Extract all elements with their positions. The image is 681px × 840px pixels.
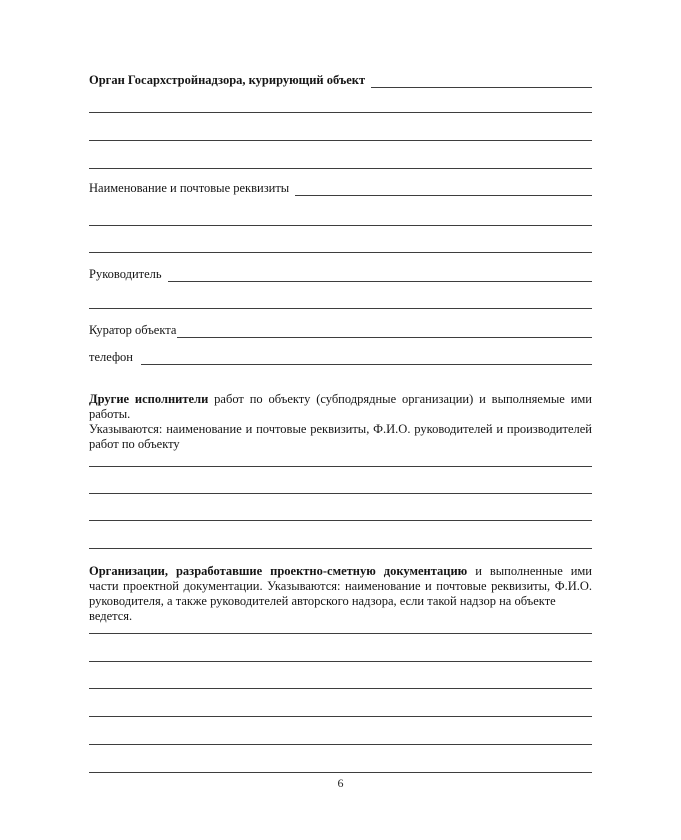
blank-write-line — [89, 168, 592, 169]
field-label: телефон — [89, 350, 133, 364]
paragraph-design-organizations — [89, 564, 592, 624]
blank-write-line — [89, 493, 592, 494]
field-phone — [89, 350, 592, 365]
field-label: Куратор объекта — [89, 323, 177, 337]
paragraph-line — [89, 564, 592, 579]
paragraph-text: руководителя, а также руководителей авторского надзора, если такой надзор на объекте ведется. — [89, 594, 556, 623]
blank-write-line — [89, 225, 592, 226]
paragraph-line — [89, 422, 592, 437]
blank-write-line — [89, 772, 592, 773]
paragraph-text: работ по объекту (субподрядные организации) и выполняемые ими работы. — [89, 392, 592, 421]
blank-write-line — [89, 520, 592, 521]
fill-in-line — [141, 350, 592, 365]
paragraph-text: работ по объекту — [89, 437, 180, 451]
paragraph-line — [89, 579, 592, 594]
fill-in-line — [371, 73, 592, 88]
paragraph-text: Указываются: наименование и почтовые реквизиты, Ф.И.О. руководителей и производителей — [89, 422, 592, 436]
fill-in-line — [295, 181, 592, 196]
field-name-postal-requisites — [89, 181, 592, 196]
blank-write-line — [89, 548, 592, 549]
blank-write-line — [89, 466, 592, 467]
paragraph-text: части проектной документации. Указываются: наименование и почтовые реквизиты, Ф.И.О. — [89, 579, 592, 593]
field-supervision-authority — [89, 73, 592, 88]
field-object-curator — [89, 323, 592, 338]
blank-write-line — [89, 112, 592, 113]
paragraph-bold-lead: Другие исполнители — [89, 392, 209, 406]
field-label: Наименование и почтовые реквизиты — [89, 181, 290, 195]
page-number: 6 — [337, 776, 344, 790]
field-label: Руководитель — [89, 267, 162, 281]
blank-write-line — [89, 252, 592, 253]
blank-write-line — [89, 716, 592, 717]
paragraph-line — [89, 437, 592, 452]
paragraph-line — [89, 392, 592, 422]
fill-in-line — [168, 267, 592, 282]
blank-write-line — [89, 633, 592, 634]
blank-write-line — [89, 140, 592, 141]
blank-write-line — [89, 744, 592, 745]
paragraph-text: и выполненные ими — [467, 564, 592, 578]
paragraph-line — [89, 594, 592, 624]
paragraph-bold-lead: Организации, разработавшие проектно-сметную документацию — [89, 564, 468, 578]
blank-write-line — [89, 308, 592, 309]
field-head — [89, 267, 592, 282]
blank-write-line — [89, 661, 592, 662]
paragraph-other-executors — [89, 392, 592, 452]
fill-in-line — [177, 323, 592, 338]
blank-write-line — [89, 688, 592, 689]
field-label: Орган Госархстройнадзора, курирующий объект — [89, 73, 366, 87]
